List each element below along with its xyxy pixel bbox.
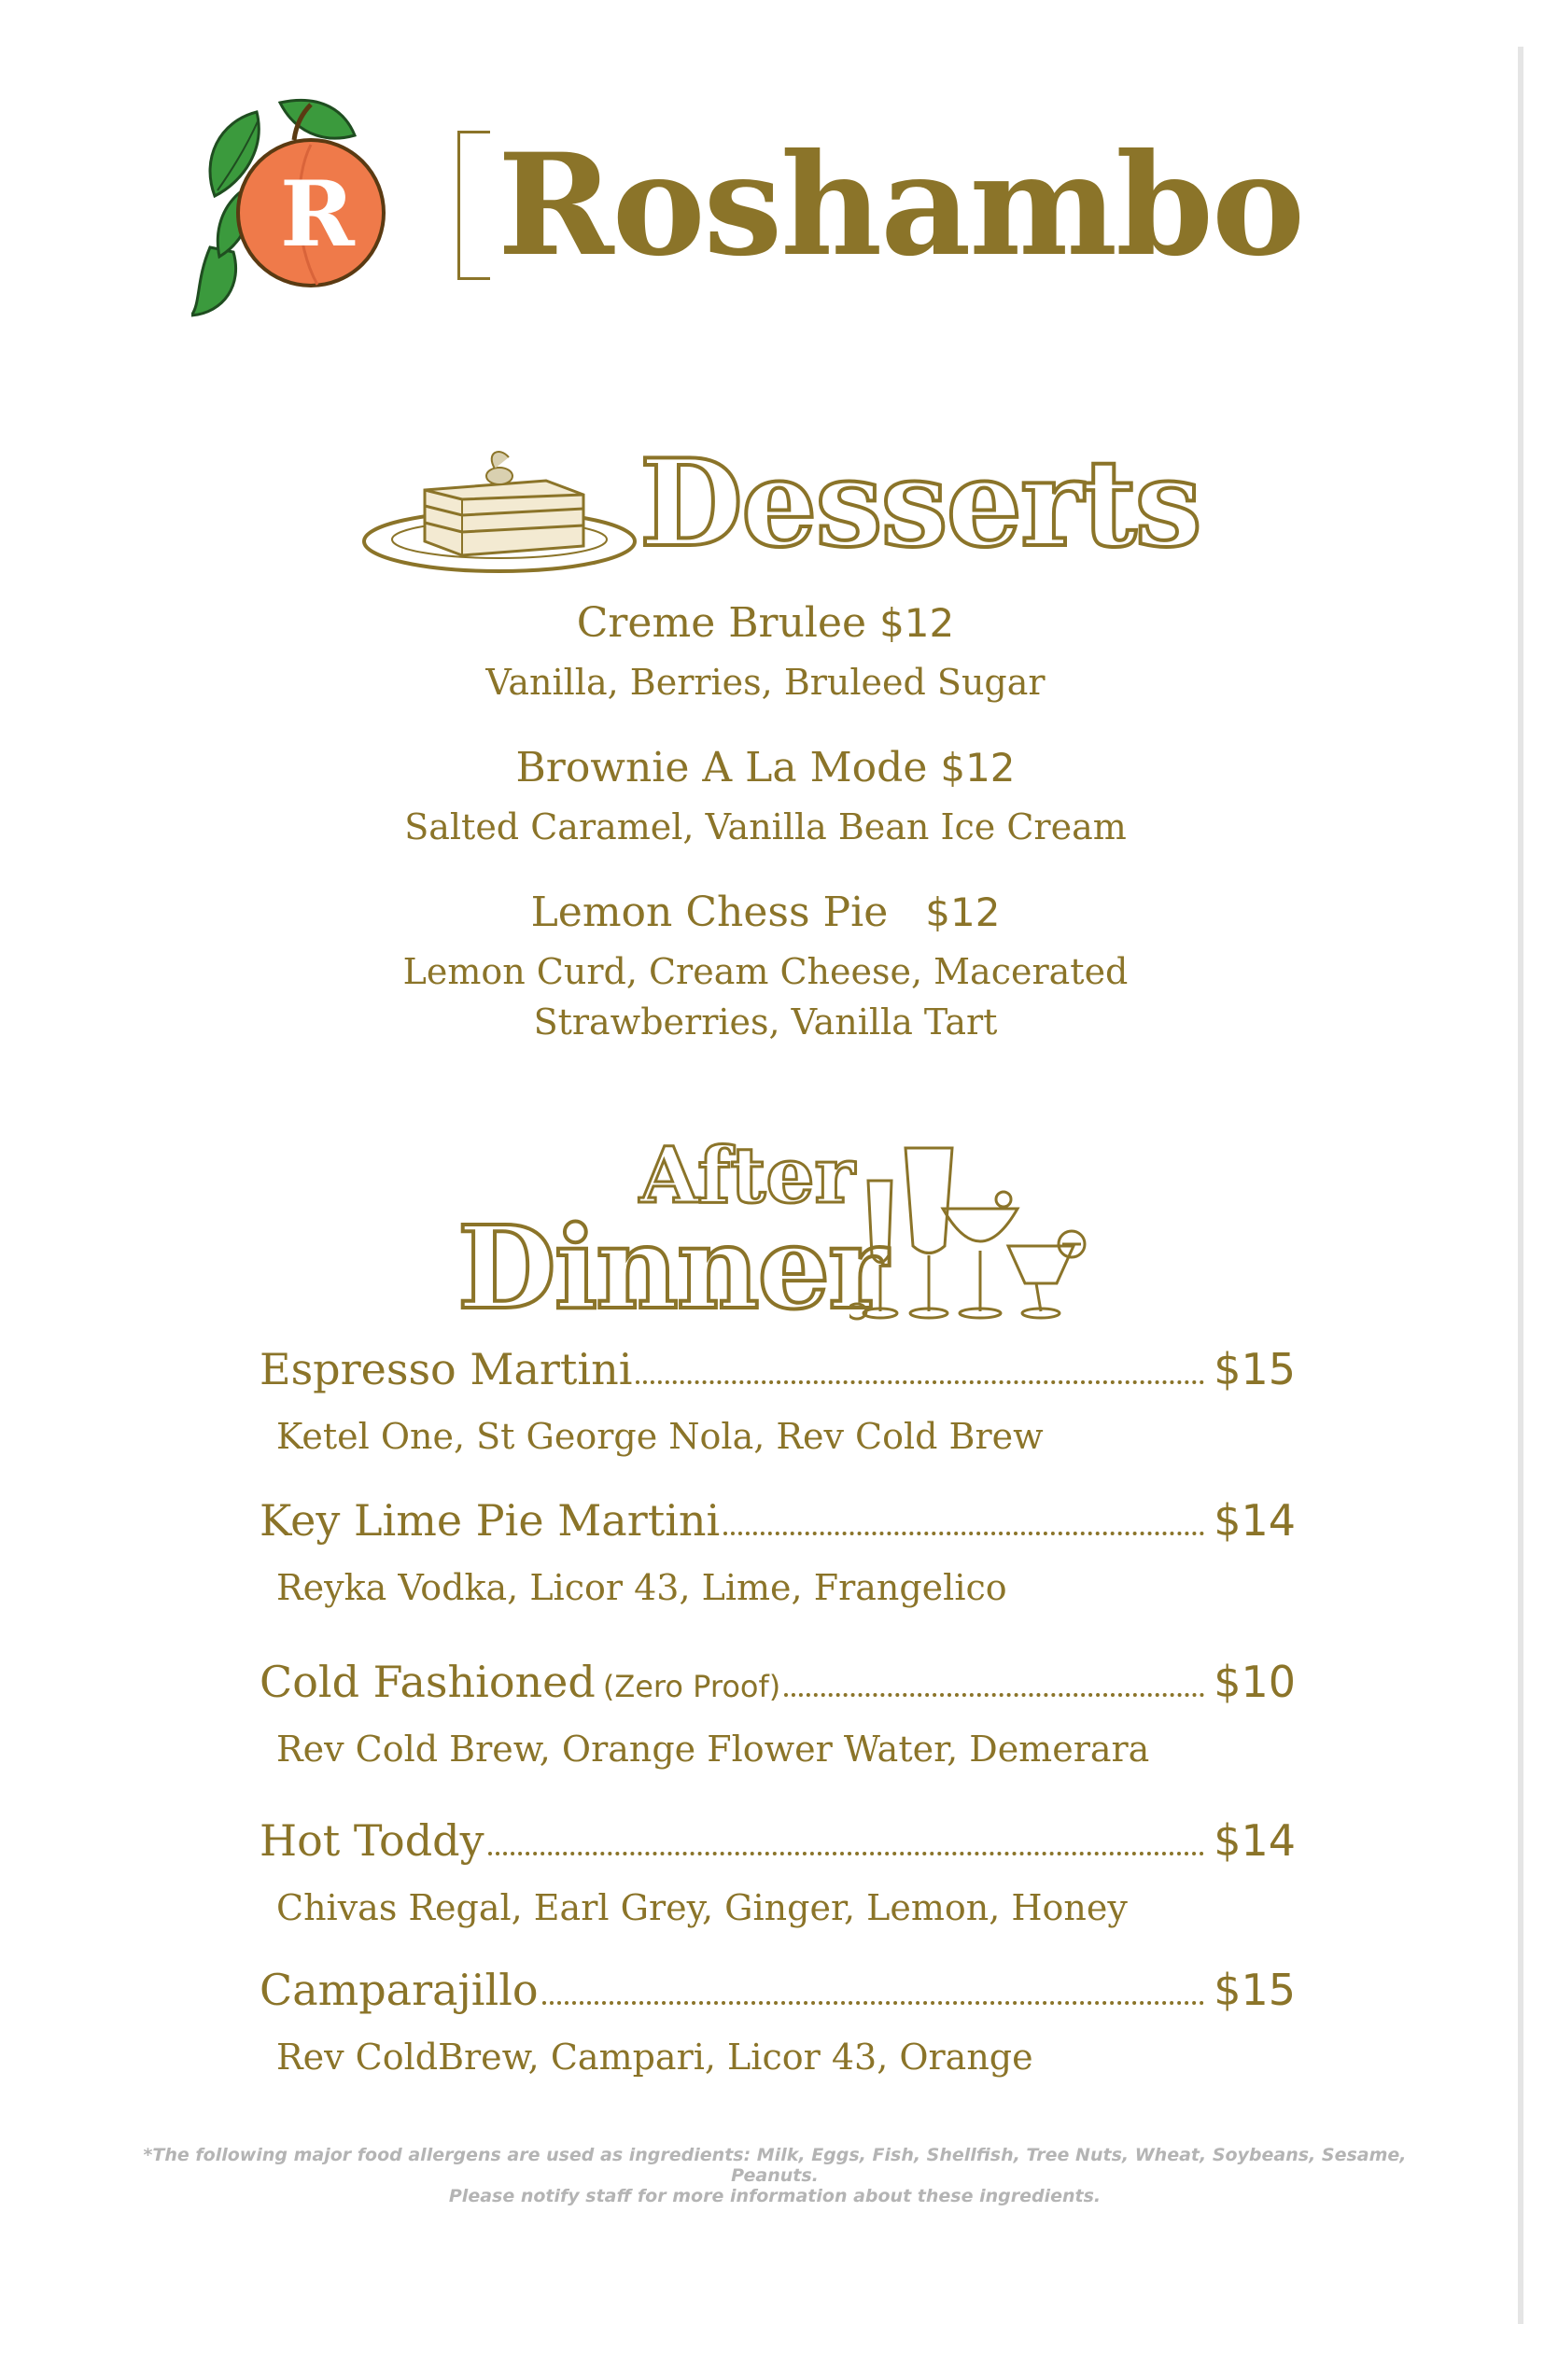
dessert-item (280, 887, 1251, 1047)
drink-item (260, 1815, 1296, 1933)
drink-price: $15 (1214, 1344, 1296, 1394)
cocktail-glasses-icon (849, 1143, 1092, 1325)
dessert-name: Creme Brulee (576, 599, 867, 647)
drink-price: $14 (1214, 1815, 1296, 1866)
dessert-price: $12 (925, 889, 1001, 935)
desserts-header (359, 429, 1200, 588)
drink-item (260, 1495, 1296, 1613)
drink-description: Reyka Vodka, Licor 43, Lime, Frangelico (276, 1567, 1007, 1608)
after-dinner-header (457, 1131, 1092, 1335)
after-title: After (639, 1131, 855, 1221)
drink-price: $10 (1214, 1657, 1296, 1707)
drink-item (260, 1344, 1296, 1462)
cake-slice-icon (359, 439, 639, 588)
logo (191, 93, 1304, 327)
drink-note: (Zero Proof) (602, 1669, 781, 1704)
dessert-description: Salted Caramel, Vanilla Bean Ice Cream (404, 806, 1127, 847)
drink-description: Rev Cold Brew, Orange Flower Water, Demerara (276, 1729, 1150, 1770)
drink-item (260, 1965, 1296, 2082)
dessert-description-line: Strawberries, Vanilla Tart (533, 1001, 998, 1043)
dessert-name: Brownie A La Mode (515, 744, 928, 791)
allergen-notice (121, 2145, 1428, 2206)
drink-description: Ketel One, St George Nola, Rev Cold Brew (276, 1416, 1044, 1457)
drink-description: Chivas Regal, Earl Grey, Ginger, Lemon, Honey (276, 1887, 1128, 1928)
drink-name: Espresso Martini (260, 1344, 633, 1394)
brand-name: Roshambo (490, 121, 1311, 289)
dessert-description (280, 946, 1251, 1047)
allergen-line: Please notify staff for more information about these ingredients. (448, 2186, 1102, 2206)
drink-price: $14 (1214, 1495, 1296, 1546)
leader-dots (488, 1852, 1204, 1855)
dessert-item (280, 597, 1251, 707)
leader-dots (784, 1693, 1204, 1697)
dessert-item (280, 742, 1251, 852)
monogram: R (280, 161, 355, 267)
page-edge (1518, 47, 1523, 2324)
dessert-name: Lemon Chess Pie (530, 889, 889, 936)
dinner-title: Dinner (457, 1200, 887, 1335)
allergen-line: *The following major food allergens are used as ingredients: Milk, Eggs, Fish, Shellfish, Tree Nuts, Wheat, Soybeans, Sesame, Peanuts. (143, 2145, 1407, 2186)
drink-item (260, 1657, 1296, 1774)
dessert-price: $12 (879, 600, 955, 646)
leader-dots (636, 1380, 1204, 1384)
dessert-description: Vanilla, Berries, Bruleed Sugar (485, 662, 1046, 703)
dessert-price: $12 (940, 745, 1016, 791)
drink-name: Cold Fashioned (260, 1657, 596, 1707)
desserts-title: Desserts (639, 434, 1200, 574)
drink-name: Key Lime Pie Martini (260, 1495, 721, 1546)
dessert-description-line: Lemon Curd, Cream Cheese, Macerated (402, 951, 1129, 992)
drink-price: $15 (1214, 1965, 1296, 2015)
drink-name: Hot Toddy (260, 1815, 484, 1866)
leader-dots (542, 2001, 1204, 2005)
drink-name: Camparajillo (260, 1965, 539, 2015)
leader-dots (723, 1532, 1204, 1535)
drink-description: Rev ColdBrew, Campari, Licor 43, Orange (276, 2037, 1033, 2078)
